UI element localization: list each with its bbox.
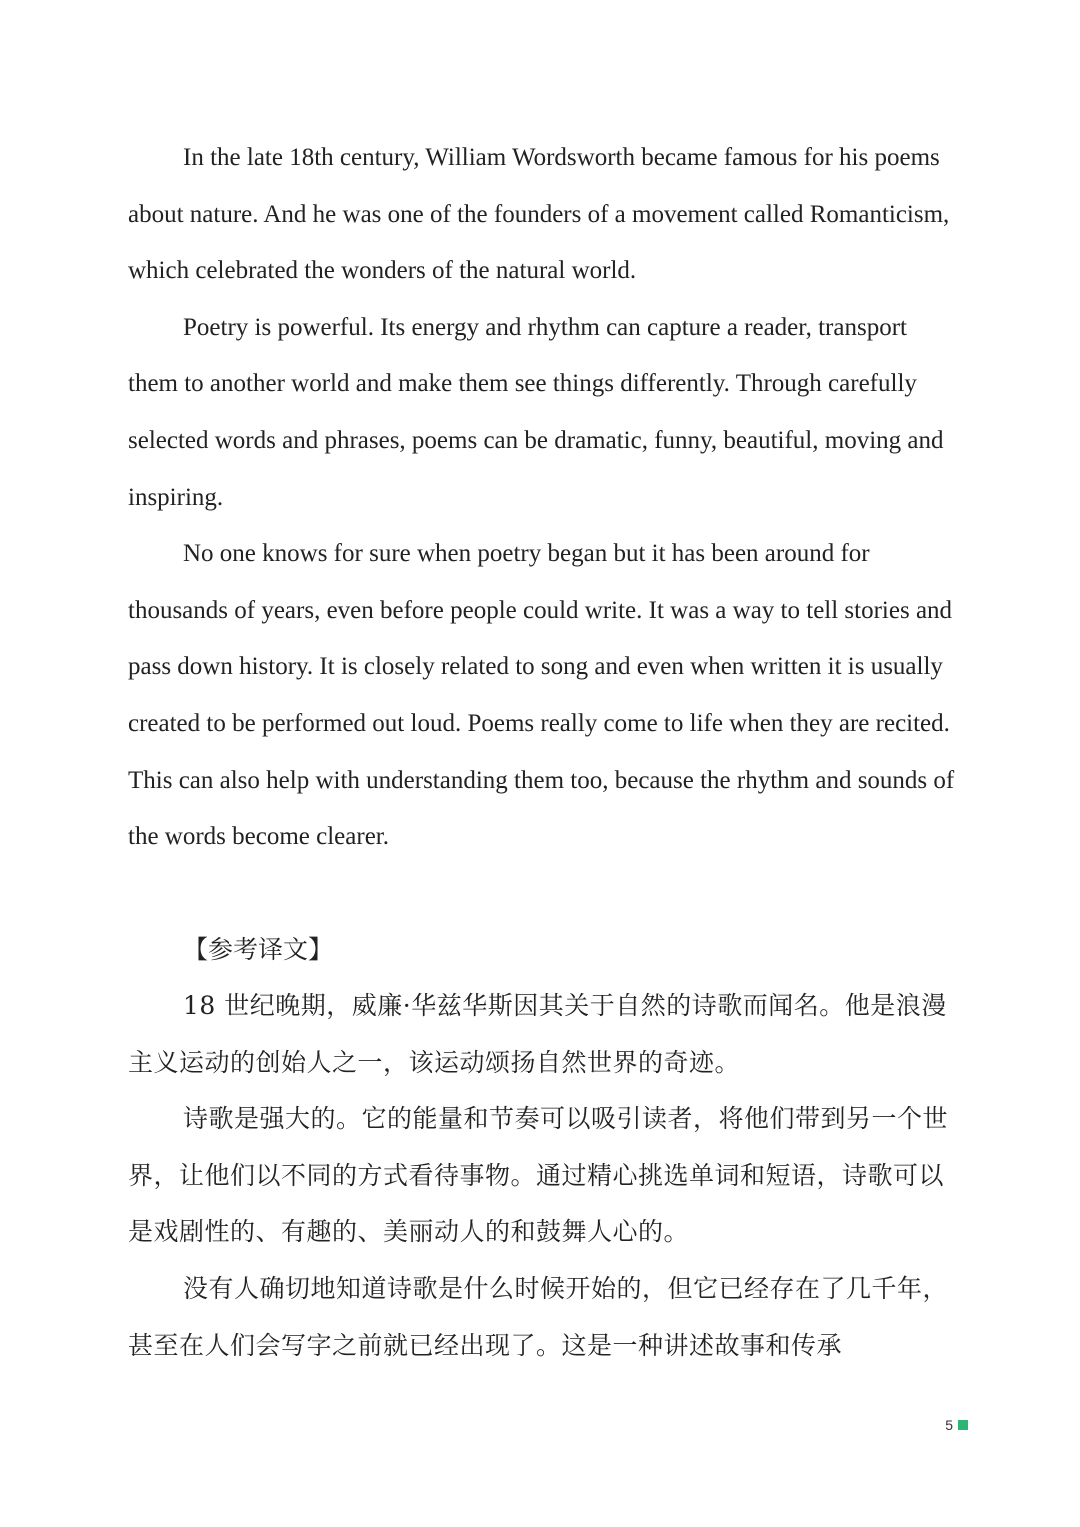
translation-paragraph-2: 诗歌是强大的。它的能量和节奏可以吸引读者，将他们带到另一个世界，让他们以不同的方式看待事物。通过精心挑选单词和短语，诗歌可以是戏剧性的、有趣的、美丽动人的和鼓舞人心的。	[128, 1104, 949, 1247]
english-paragraph-1: In the late 18th century, William Wordsworth became famous for his poems about nature. And he was one of the founders of a movement called Romanticism, which celebrated the wonders of the natural world.	[128, 144, 950, 285]
english-text-block	[128, 130, 958, 866]
translation-paragraph-3: 没有人确切地知道诗歌是什么时候开始的，但它已经存在了几千年，甚至在人们会写字之前就已经出现了。这是一种讲述故事和传承	[128, 1273, 949, 1360]
translation-paragraph-1: 18 世纪晚期，威廉·华兹华斯因其关于自然的诗歌而闻名。他是浪漫主义运动的创始人之一，该运动颂扬自然世界的奇迹。	[128, 991, 947, 1077]
page-number: 5	[945, 1417, 953, 1433]
page-footer	[945, 1417, 968, 1433]
translation-heading: 【参考译文】	[183, 935, 334, 964]
translation-text-block	[128, 978, 958, 1374]
english-paragraph-3: No one knows for sure when poetry began but it has been around for thousands of years, even before people could write. It was a way to tell stories and pass down history. It is closely related to song and even when written it is usually created to be performed out loud. Poems really come to life when they are recited. This can also help with understanding them too, because the rhythm and sounds of the words become clearer.	[128, 540, 955, 851]
english-paragraph-2: Poetry is powerful. Its energy and rhythm can capture a reader, transport them to another world and make them see things differently. Through carefully selected words and phrases, poems can be dramatic, funny, beautiful, moving and inspiring.	[128, 313, 944, 511]
green-square-marker-icon	[958, 1420, 968, 1430]
